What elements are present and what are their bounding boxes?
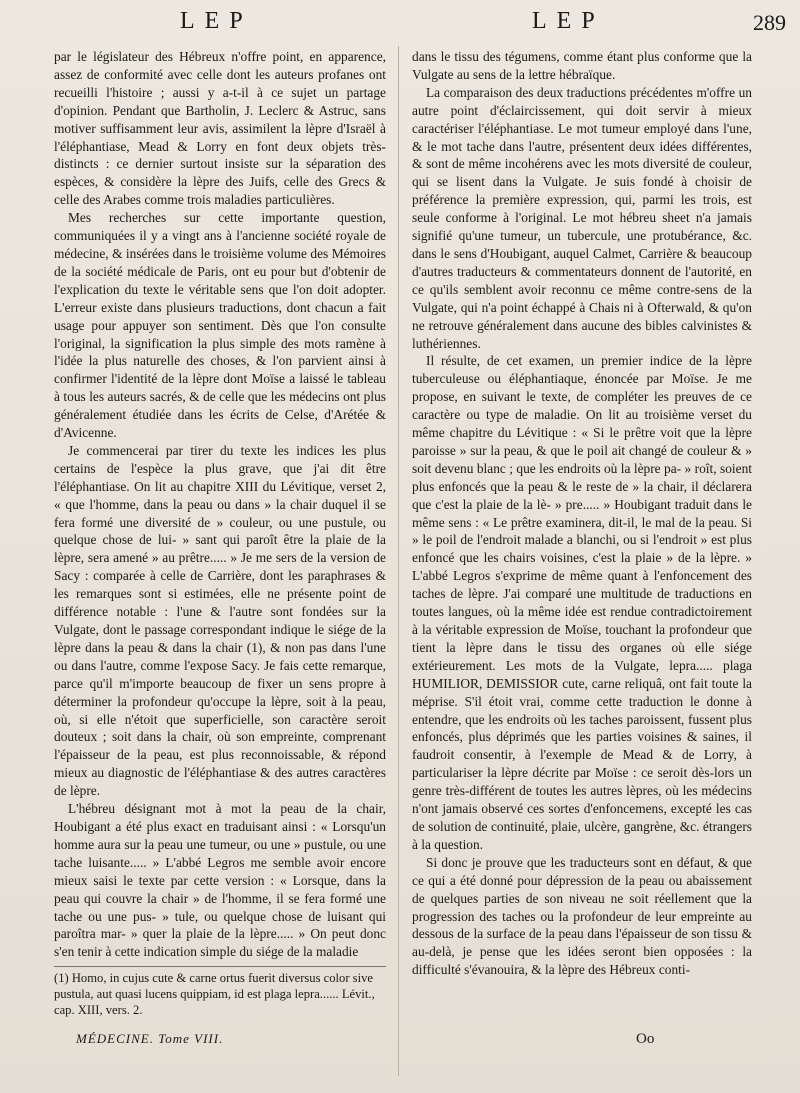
paragraph: Je commencerai par tirer du texte les indices les plus certains de l'espèce la plus grave, que j'ai dit être l'éléphantiase. On lit au chapitre XIII du Lévitique, verset 2, « que l'homme, dans la peau ou dans » la chair duquel il se fera formé une diversité de » couleur, ou une pustule, ou quelque chose de lui- » sant qui paroît être la plaie de la lèpre, sera amené » au prêtre..... » Je me sers de la version de Sacy : comparée à celle de Carrière, dont les paraphrases & les remarques sont si estimées, elle ne présente point de différence notable : l'une & l'autre sont fondées sur la Vulgate, dont le passage correspondant indique le siége de la lèpre dans la peau & dans la chair (1), & non pas dans l'une ou dans l'autre, comme l'expose Sacy. Je fais cette remarque, parce qu'il m'importe beaucoup de fixer un sens propre à déterminer la profondeur qu'occupe la lèpre, soit à la peau, où, si elle n'étoit que superficielle, son caractère seroit douteux ; soit dans la chair, où son empreinte, comprenant l'épaisseur de la peau, est plus reconnoissable, & répond mieux au diagnostic de l'éléphantiase & des autres caractères de lèpre. [54, 442, 386, 799]
left-column [54, 48, 386, 961]
running-head-right: LEP [532, 8, 605, 34]
page-number: 289 [753, 10, 786, 35]
paragraph: L'hébreu désignant mot à mot la peau de la chair, Houbigant a été plus exact en traduisant ainsi : « Lorsqu'un homme aura sur la peau une tumeur, ou une » pustule, ou une tache luisante..... » L'abbé Legros me semble avoir encore mieux saisi le texte par cette version : « Lorsque, dans la peau qui couvre la chair » de l'homme, il se fera formé une tache ou une pus- » tule, ou quelque chose de luisant qui paroîtra mar- » quer la plaie de la lèpre..... » On peut donc s'en tenir à cette indication simple du siége de la maladie [54, 801, 386, 960]
footnote: (1) Homo, in cujus cute & carne ortus fuerit diversus color sive pustula, aut quasi lucens quippiam, id est plaga lepra...... Lévit., cap. XIII, vers. 2. [54, 971, 375, 1017]
paragraph: Mes recherches sur cette importante question, communiquées il y a vingt ans à l'ancienne société royale de médecine, & insérées dans le troisième volume des Mémoires de la société médicale de Paris, ont eu pour but d'obtenir de l'explication du texte le véritable sens que l'on doit adopter. L'erreur existe dans plusieurs traductions, dont chacun a fait usage pour appuyer son sentiment. Dès que l'on consulte l'original, la signification la plus simple des mots ramène à l'idée la plus naturelle des choses, & l'on parvient ainsi à confirmer l'identité de la lèpre dont Moïse a laissé le tableau à tous les auteurs sacrés, & de celle que les médecins ont plus généralement étudiée dans les écrits de Celse, d'Arétée & d'Avicenne. [54, 210, 386, 441]
paragraph: Il résulte, de cet examen, un premier indice de la lèpre tuberculeuse ou éléphantiaque, énoncée par Moïse. Je me propose, en suivant le texte, de compléter les preuves de ce caractère ou type de maladie. On lit au troisième verset du même chapitre du Lévitique : « Si le prêtre voit que la lèpre paroisse » sur la peau, & que le poil ait changé de couleur & » soit devenu blanc ; que les endroits où la lèpre pa- » roît, soient plus enfoncés que la peau & le reste de » la chair, il déclarera que c'est la plaie de la lè- » pre..... » Houbigant traduit dans le même sens : « Le prêtre examinera, dit-il, le mal de la peau. Si » le poil de l'endroit malade a blanchi, ou si l'endroit » est plus enfoncé que les chairs voisines, c'est la plaie » de la lèpre. » L'abbé Legros s'exprime de même quant à l'enfoncement des taches de lèpre. J'ai comparé une multitude de traductions en toutes langues, où la même idée est rendue contradictoirement à la véritable expression de Moïse, touchant la profondeur que tient la lèpre dans le tissu des organes où elle siége extérieurement. Les mots de la Vulgate, lepra..... plaga HUMILIOR, DEMISSIOR cute, carne reliquâ, ont fait toute la méprise. S'il étoit vrai, comme cette traduction le donne à entendre, que les endroits où les taches paroissent, fussent plus enfoncés, plus déprimés que les parties voisines & saines, il faudroit consentir, à l'exemple de Mead & de Lorry, à particulariser la lèpre décrite par Moïse : ce seroit dès-lors un genre très-différent de toutes les autres lèpres, où les médecins n'ont jamais observé ces sortes d'enfoncemens, excepté les cas de solution de continuité, plaie, ulcère, gangrène, &c. étrangers à la question. [412, 353, 752, 852]
running-head-left: LEP [180, 8, 253, 34]
signature-mark: Oo [636, 1031, 655, 1047]
right-column [412, 48, 752, 979]
column-divider [398, 46, 399, 1076]
footnote-rule [54, 966, 386, 967]
paragraph: La comparaison des deux traductions précédentes m'offre un autre point d'éclaircissement, qui doit servir à mieux caractériser l'éléphantiase. Le mot tumeur employé dans l'une, & le mot tache dans l'autre, présentent deux idées différentes, & sont de même incohérens avec les mots diversité de couleur, qui se lisent dans la Vulgate. Je suis fondé à choisir de préférence la première expression, qui, parmi les trois, est seule conforme à l'original. Le mot hébreu sheet n'a jamais signifié qu'une tumeur, un tubercule, une protubérance, &c. dans le sens d'Houbigant, auquel Calmet, Carrière & beaucoup d'autres traducteurs & commentateurs donnent de l'autorité, en ce qu'ils semblent avoir reconnu ce même contre-sens de la Vulgate, qui n'a point échappé à Chais ni à Ofterwald, & qu'on ne retrouve généralement dans aucune des bibles calvinistes & luthériennes. [412, 84, 752, 351]
paragraph: dans le tissu des tégumens, comme étant plus conforme que la Vulgate au sens de la lettre hébraïque. [412, 49, 752, 82]
paragraph: Si donc je prouve que les traducteurs sont en défaut, & que ce qui a été donné pour dépression de la peau ou abaissement de quelques parties de son niveau ne soit réellement que la progression des taches ou la profondeur de leur empreinte au dessous de la surface de la peau dans l'épaisseur de son tissu & au-delà, je pense que les idées seront bien opposées : la difficulté s'évanouira, & la lèpre des Hébreux conti- [412, 854, 752, 978]
signature-line: MÉDECINE. Tome VIII. [76, 1031, 224, 1046]
paragraph: par le législateur des Hébreux n'offre point, en apparence, assez de conformité avec celle dont les auteurs profanes ont recueilli l'histoire ; aussi y a-t-il à ce sujet un partage d'opinion. Pendant que Bartholin, J. Leclerc & Astruc, sans motiver suffisamment leur avis, assimilent la lèpre d'Israël à l'éléphantiase, Mead & Lorry en font deux objets très-distincts : ce dernier surtout insiste sur la séparation des espèces, & considère la lèpre des Juifs, celle des Grecs & celle des Arabes comme trois maladies particulières. [54, 49, 386, 208]
